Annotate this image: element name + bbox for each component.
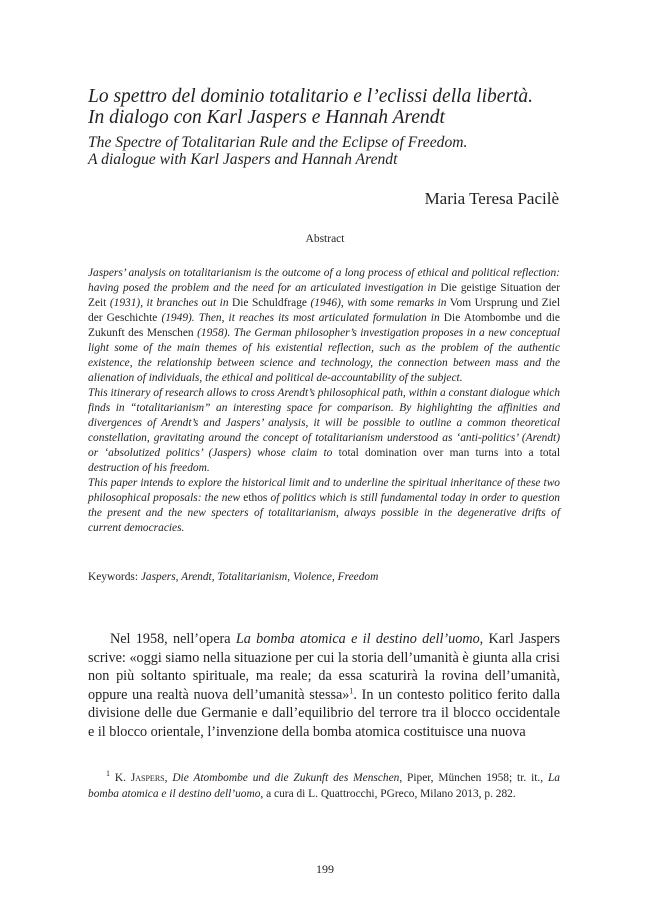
work-title: Die geistige Situation der Zeit bbox=[88, 282, 561, 309]
body-text-run: , Karl Jaspers scrive: «oggi siamo nella situazione per cui la storia dell’umanità è giunta alla crisi non più soltanto spirituale, ma reale; da essa scaturirà la rovina dell’umanità, oppure una realtà nuova dell’umanità stessa» bbox=[88, 631, 561, 703]
keywords-line bbox=[88, 570, 560, 585]
work-title: La bomba atomica e il destino dell’uomo bbox=[235, 631, 480, 647]
work-title: Vom Ursprung und Ziel der Geschichte bbox=[88, 297, 560, 324]
title-italian-line1: Lo spettro del dominio totalitario e l’eclissi della libertà. bbox=[88, 86, 534, 107]
abstract-roman-text: ethos bbox=[243, 492, 268, 504]
title-english bbox=[88, 134, 558, 168]
footnote-text: , Piper, München 1958; tr. it., bbox=[399, 772, 544, 784]
work-title: Die Schuldfrage bbox=[232, 297, 307, 309]
abstract-text: (1949). Then, it reaches its most articulated formulation in bbox=[161, 312, 440, 324]
abstract-paragraph-2 bbox=[88, 386, 560, 476]
work-title: Die Atombombe und die Zukunft des Menschen bbox=[172, 772, 400, 784]
footnote-reference[interactable]: 1 bbox=[349, 685, 354, 695]
page-number: 199 bbox=[316, 862, 334, 876]
body-text bbox=[88, 630, 560, 741]
work-title: La bomba atomica e il destino dell’uomo bbox=[88, 772, 560, 800]
abstract-paragraph-1 bbox=[88, 266, 560, 386]
abstract-text: This paper intends to explore the historical limit and to underline the spiritual inheritance of these two philosophical proposals: the new bbox=[88, 477, 560, 504]
footnote-number: 1 bbox=[106, 769, 110, 779]
body-text-run: Nel 1958, nell’opera bbox=[110, 631, 231, 647]
abstract-text: Jaspers’ analysis on totalitarianism is the outcome of a long process of ethical and political reflection: having posed the problem and the need for an articulated investigation in bbox=[88, 267, 560, 294]
title-italian bbox=[88, 86, 558, 128]
abstract-roman-text: total domination over man turns into a total bbox=[338, 447, 561, 459]
abstract-text: This itinerary of research allows to cross Arendt’s philosophical path, within a constant dialogue which finds in “totalitarianism” an interesting space for comparison. By highlighting the affinities and divergences of Arendt’s and Jaspers’ analysis, it will be possible to outline a common theoretical constellation, gravitating around the concept of totalitarianism understood as ‘anti-politics’ (Arendt) or ‘absolutized politics’ (Jaspers) whose claim to bbox=[88, 387, 560, 459]
abstract-heading: Abstract bbox=[305, 233, 345, 245]
keywords-label: Keywords: bbox=[88, 571, 138, 583]
footnote-text: , a cura di L. Quattrocchi, PGreco, Milano 2013, p. 282. bbox=[260, 787, 516, 800]
footnote-author-initial: K. bbox=[114, 772, 126, 784]
footnote-author-name: Jaspers bbox=[130, 772, 165, 784]
title-block bbox=[88, 86, 558, 168]
title-english-line1: The Spectre of Totalitarian Rule and the Eclipse of Freedom. bbox=[88, 134, 468, 151]
title-english-line2: A dialogue with Karl Jaspers and Hannah Arendt bbox=[88, 151, 398, 168]
abstract-text: destruction of his freedom. bbox=[88, 462, 210, 474]
keywords-terms: Jaspers, Arendt, Totalitarianism, Violence, Freedom bbox=[140, 571, 379, 583]
abstract-body bbox=[88, 266, 560, 536]
abstract-text: (1958). The German philosopher’s investigation proposes in a new conceptual light some of the main themes of his existential reflection, such as the problem of the authentic existence, the relationship between science and technology, the connection between mass and the alienation of individuals, the ethical and political de-accountability of the subject. bbox=[88, 327, 560, 384]
abstract-text: (1931), it branches out in bbox=[109, 297, 229, 309]
abstract-paragraph-3 bbox=[88, 476, 560, 536]
body-text-run: . In un contesto politico ferito dalla divisione delle due Germanie e dall’equilibrio del terrore tra il blocco occidentale e il blocco orientale, l’invenzione della bomba atomica costituisce una nuova bbox=[88, 686, 560, 740]
footnote bbox=[88, 771, 560, 802]
footnote-1: $^1$ K. Jaspers, Die Atombombe und die Zukunft des Menschen, Piper, München 1958; tr. it., La bomba atomica e il destino dell’uomo, a cura di L. Quattrocchi, PGreco, Milano 2013, p. 282. bbox=[88, 769, 560, 800]
body-paragraph-1 bbox=[88, 630, 560, 741]
abstract-text: (1946), with some remarks in bbox=[310, 297, 447, 309]
work-title: Die Atombombe und die Zukunft des Menschen bbox=[88, 312, 560, 339]
title-italian-line2: In dialogo con Karl Jaspers e Hannah Arendt bbox=[88, 107, 445, 128]
abstract-text: of politics which is still fundamental today in order to question the present and the new specters of totalitarianism, always possible in the degenerative drifts of current democracies. bbox=[88, 492, 560, 534]
author-name: Maria Teresa Pacilè bbox=[424, 189, 559, 208]
